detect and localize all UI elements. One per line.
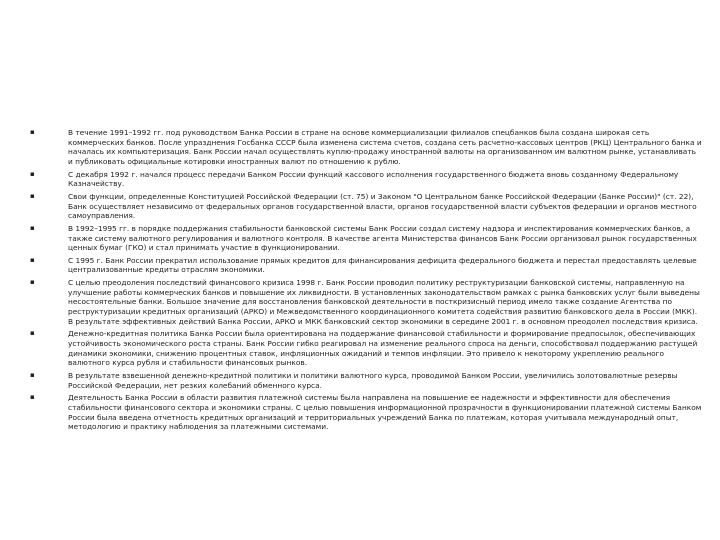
bullet-marker-icon: ▪ [30, 223, 35, 232]
paragraph-text: С 1995 г. Банк России прекратил использование прямых кредитов для финансирования дефицита федерального бюджета и перестал предоставлять целевые централизованные кредиты отраслям экономики. [68, 255, 697, 275]
paragraph-text: В результате взвешенной денежно-кредитной политики и политики валютного курса, проводимой Банком России, увеличились золотовалютные резервы Российской Федерации, нет резких колебаний обменного курса. [68, 370, 678, 390]
paragraph-text: С целью преодоления последствий финансового кризиса 1998 г. Банк России проводил политику реструктуризации банковской системы, направленную на улучшение работы коммерческих банков и повышение их ликвидности. В установленных законодательством рамках с рынка банковских услуг были выведены несостоятельные банки. Большое значение для восстановления банковской деятельности в посткризисный период имело также создание Агентства по реструктуризации кредитных организаций (АРКО) и Межведомственного координационного комитета содействия развитию банковского дела в России (МКК). В результате эффективных действий Банка России, АРКО и МКК банковский сектор экономики в середине 2001 г. в основном преодолел последствия кризиса. [68, 278, 700, 326]
bullet-paragraph [30, 170, 702, 189]
bullet-paragraph [30, 224, 702, 253]
bullet-paragraph [30, 192, 702, 221]
bullet-marker-icon: ▪ [30, 329, 35, 338]
bullet-marker-icon: ▪ [30, 169, 35, 178]
paragraph-text: С декабря 1992 г. начался процесс передачи Банком России функций кассового исполнения государственного бюджета вновь созданному Федеральному Казначейству. [68, 169, 679, 189]
bullet-marker-icon: ▪ [30, 128, 35, 136]
paragraph-text: Деятельность Банка России в области развития платежной системы была направлена на повышение ее надежности и эффективности для обеспечения стабильности финансового сектора и экономики страны. С целью повышения информационной прозрачности в функционировании платежной системы Банком России была введена отчетность кредитных организаций и территориальных учреждений Банка по платежам, которая учитывала международный опыт, методологию и практику наблюдения за платежными системами. [68, 393, 702, 432]
bullet-paragraph [30, 278, 702, 326]
bullet-marker-icon: ▪ [30, 191, 35, 200]
bullet-paragraph [30, 256, 702, 275]
paragraph-text: Денежно-кредитная политика Банка России была ориентирована на поддержание финансовой стабильности и формирование предпосылок, обеспечивающих устойчивость экономического роста страны. Банк России гибко реагировал на изменение реального спроса на деньги, способствовал поддержанию растущей динамики экономики, снижению процентных ставок, инфляционных ожиданий и темпов инфляции. Это привело к некоторому укреплению реального валютного курса рубля и стабильности финансовых рынков. [68, 329, 698, 368]
bullet-marker-icon: ▪ [30, 255, 35, 264]
bullet-paragraph [30, 371, 702, 390]
bullet-paragraph [30, 329, 702, 367]
bullet-marker-icon: ▪ [30, 278, 35, 287]
bullet-paragraph [30, 128, 702, 166]
bullet-marker-icon: ▪ [30, 370, 35, 379]
paragraph-text: В 1992–1995 гг. в порядке поддержания стабильности банковской системы Банк России создал систему надзора и инспектирования коммерческих банков, а также систему валютного регулирования и валютного контроля. В качестве агента Министерства финансов Банк России организовал рынок государственных ценных бумаг (ГКО) и стал принимать участие в функционировании. [68, 223, 697, 253]
bullet-paragraph [30, 393, 702, 431]
paragraph-text: В течение 1991–1992 гг. под руководством Банка России в стране на основе коммерциализации филиалов спецбанков была создана широкая сеть коммерческих банков. После упразднения Госбанка СССР была изменена система счетов, создана сеть расчетно-кассовых центров (РКЦ) Центрального банка и началась их компьютеризация. Банк России начал осуществлять куплю-продажу иностранной валюты на организованном им валютном рынке, устанавливать и публиковать официальные котировки иностранных валют по отношению к рублю. [68, 128, 702, 166]
bullet-marker-icon: ▪ [30, 393, 35, 402]
paragraph-text: Свои функции, определенные Конституцией Российской Федерации (ст. 75) и Законом "О Центральном банке Российской Федерации (Банке России)" (ст. 22), Банк осуществляет независимо от федеральных органов государственной власти, органов государственной власти субъектов федерации и органов местного самоуправления. [68, 191, 697, 221]
bullet-list [30, 128, 702, 435]
